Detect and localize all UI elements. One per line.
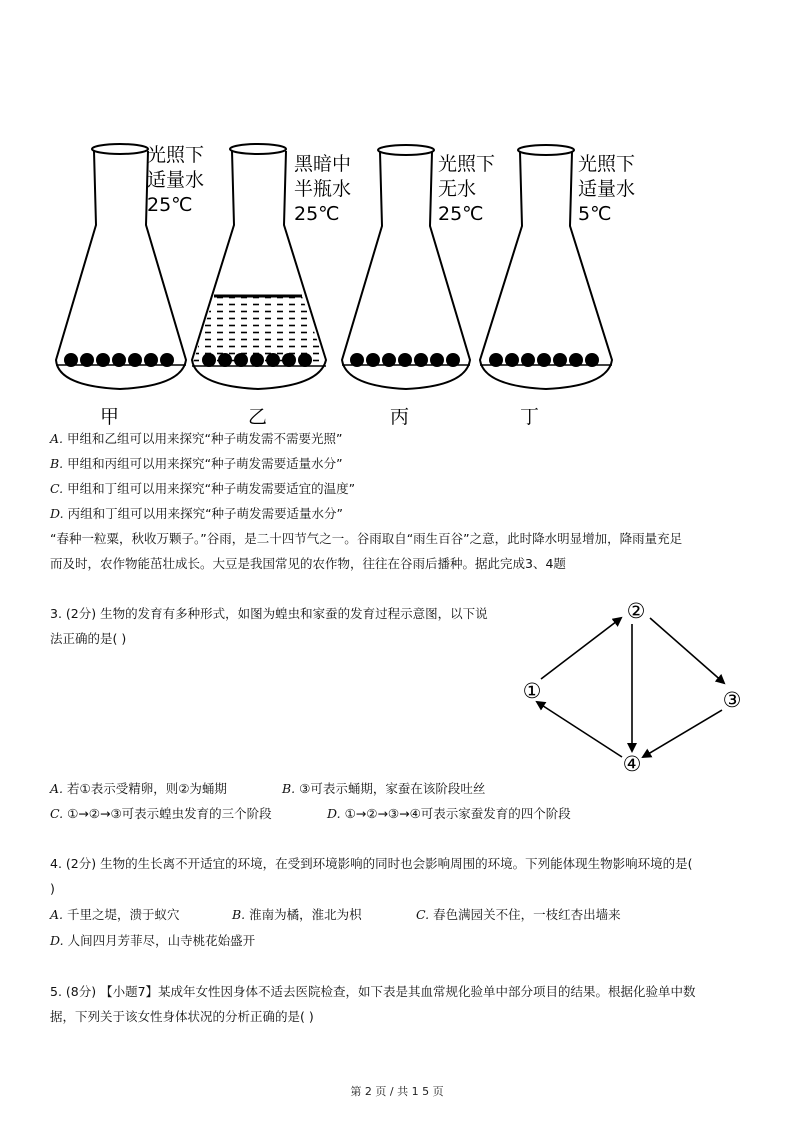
arrow-1-to-2 bbox=[541, 618, 621, 679]
node-4: ④ bbox=[622, 752, 642, 776]
intro-line-2: 而及时，农作物能茁壮成长。大豆是我国常见的农作物，往往在谷雨后播种。据此完成3、4题 bbox=[50, 556, 566, 571]
flask-name-bing: 丙 bbox=[390, 406, 410, 428]
q4-stem-line-2: ) bbox=[50, 881, 55, 896]
flask-name-ding: 丁 bbox=[520, 406, 540, 428]
flask-jia-label: 光照下 适量水 25℃ bbox=[147, 144, 205, 216]
node-1: ① bbox=[522, 679, 542, 703]
q3-option-b: B. ③可表示蛹期，家蚕在该阶段吐丝 bbox=[282, 781, 486, 796]
flask-yi-label: 黑暗中 半瓶水 25℃ bbox=[294, 153, 352, 225]
q5-stem-line-2: 据，下列关于该女性身体状况的分析正确的是( ) bbox=[50, 1009, 314, 1024]
q2-option-b: B. 甲组和丙组可以用来探究“种子萌发需要适量水分” bbox=[50, 456, 343, 471]
flask-name-jia: 甲 bbox=[100, 406, 120, 428]
q5-stem-line-1: 5. (8分) 【小题7】某成年女性因身体不适去医院检查，如下表是其血常规化验单中部分项目的结果。根据化验单中数 bbox=[50, 984, 696, 999]
flask-ding-label: 光照下 适量水 5℃ bbox=[578, 153, 636, 225]
q4-option-b: B. 淮南为橘，淮北为枳 bbox=[232, 907, 362, 922]
q4-option-a: A. 千里之堤，溃于蚁穴 bbox=[50, 907, 180, 922]
q4-option-c: C. 春色满园关不住，一枝红杏出墙来 bbox=[416, 907, 621, 922]
q2-option-c: C. 甲组和丁组可以用来探究“种子萌发需要适宜的温度” bbox=[50, 481, 356, 496]
flask-bing-label: 光照下 无水 25℃ bbox=[438, 153, 496, 225]
q3-stem-line-2: 法正确的是( ) bbox=[50, 631, 127, 646]
q3-option-d: D. ①→②→③→④可表示家蚕发育的四个阶段 bbox=[327, 806, 571, 821]
development-cycle-diagram bbox=[510, 595, 750, 780]
intro-line-1: “春种一粒粟，秋收万颗子。”谷雨，是二十四节气之一。谷雨取自“雨生百谷”之意，此时降水明显增加，降雨量充足 bbox=[50, 531, 683, 546]
q4-stem-line-1: 4. (2分) 生物的生长离不开适宜的环境，在受到环境影响的同时也会影响周围的环境。下列能体现生物影响环境的是( bbox=[50, 856, 693, 871]
node-3: ③ bbox=[722, 688, 742, 712]
q3-option-a: A. 若①表示受精卵，则②为蛹期 bbox=[50, 781, 227, 796]
flask-name-yi: 乙 bbox=[248, 406, 268, 428]
q4-option-d: D. 人间四月芳菲尽，山寺桃花始盛开 bbox=[50, 933, 256, 948]
arrow-2-to-3 bbox=[650, 618, 724, 683]
q3-option-c: C. ①→②→③可表示蝗虫发育的三个阶段 bbox=[50, 806, 272, 821]
q2-option-d: D. 丙组和丁组可以用来探究“种子萌发需要适量水分” bbox=[50, 506, 344, 521]
q2-option-a: A. 甲组和乙组可以用来探究“种子萌发需不需要光照” bbox=[50, 431, 343, 446]
node-2: ② bbox=[626, 599, 646, 623]
q3-stem-line-1: 3. (2分) 生物的发育有多种形式，如图为蝗虫和家蚕的发育过程示意图，以下说 bbox=[50, 606, 488, 621]
arrow-3-to-4 bbox=[643, 710, 722, 757]
page-footer: 第 2 页 / 共 1 5 页 bbox=[350, 1085, 444, 1098]
arrow-4-to-1 bbox=[537, 702, 622, 757]
